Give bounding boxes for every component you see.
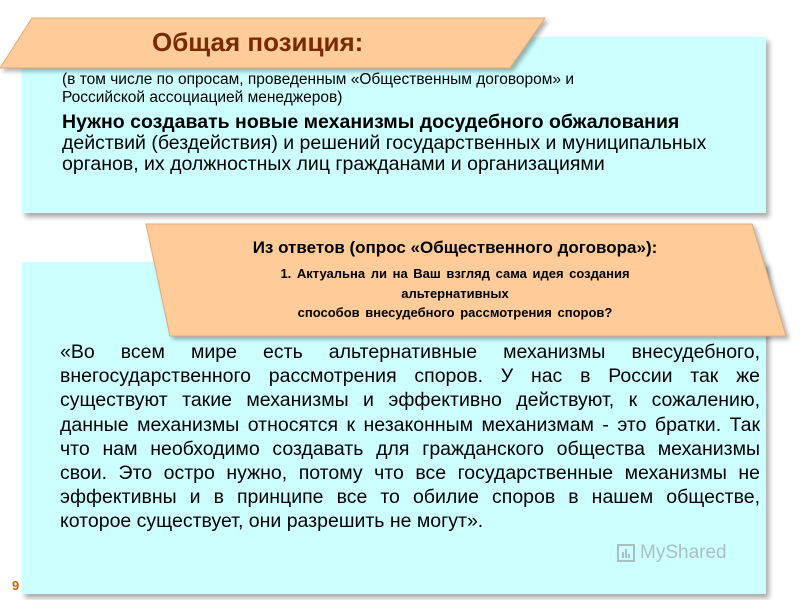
page-title: Общая позиция: — [152, 27, 364, 57]
quote-text: «Во всем мире есть альтернативные механизмы внесудебного, внегосударственного рассмотрения споров. У нас в России так же существуют такие механизмы и эффективно действуют, к сожалению, данные механизмы относятся к незаконным механизмам - это братки. Так что нам необходимо создавать для гражданского общества механизмы свои. Это остро нужно, потому что все государственные механизмы не эффективны и в принципе все то обилие споров в нашем обществе, которое существует, они разрешить не могут». — [60, 341, 760, 533]
note-line-1: (в том числе по опросам, проведенным «Общественным договором» и — [62, 71, 575, 88]
survey-question — [200, 264, 710, 323]
question-line-3: способов внесудебного рассмотрения споров? — [297, 305, 613, 320]
watermark-text: MyShared — [640, 542, 727, 563]
main-statement — [62, 112, 752, 175]
survey-source-note — [62, 71, 722, 107]
statement-rest: действий (бездействия) и решений государственных и муниципальных органов, их должностных лиц гражданами и организациями — [62, 132, 707, 175]
survey-heading: Из ответов (опрос «Общественного договора»): — [252, 238, 658, 257]
question-line-1: 1. Актуальна ли на Ваш взгляд сама идея создания — [280, 266, 630, 281]
page-number: 9 — [12, 578, 20, 593]
note-line-2: Российской ассоциацией менеджеров) — [62, 89, 343, 106]
watermark — [616, 542, 727, 564]
question-line-2: альтернативных — [401, 285, 509, 301]
myshared-logo-icon — [616, 543, 636, 563]
statement-emphasis: Нужно создавать новые механизмы досудебного обжалования — [62, 111, 680, 133]
